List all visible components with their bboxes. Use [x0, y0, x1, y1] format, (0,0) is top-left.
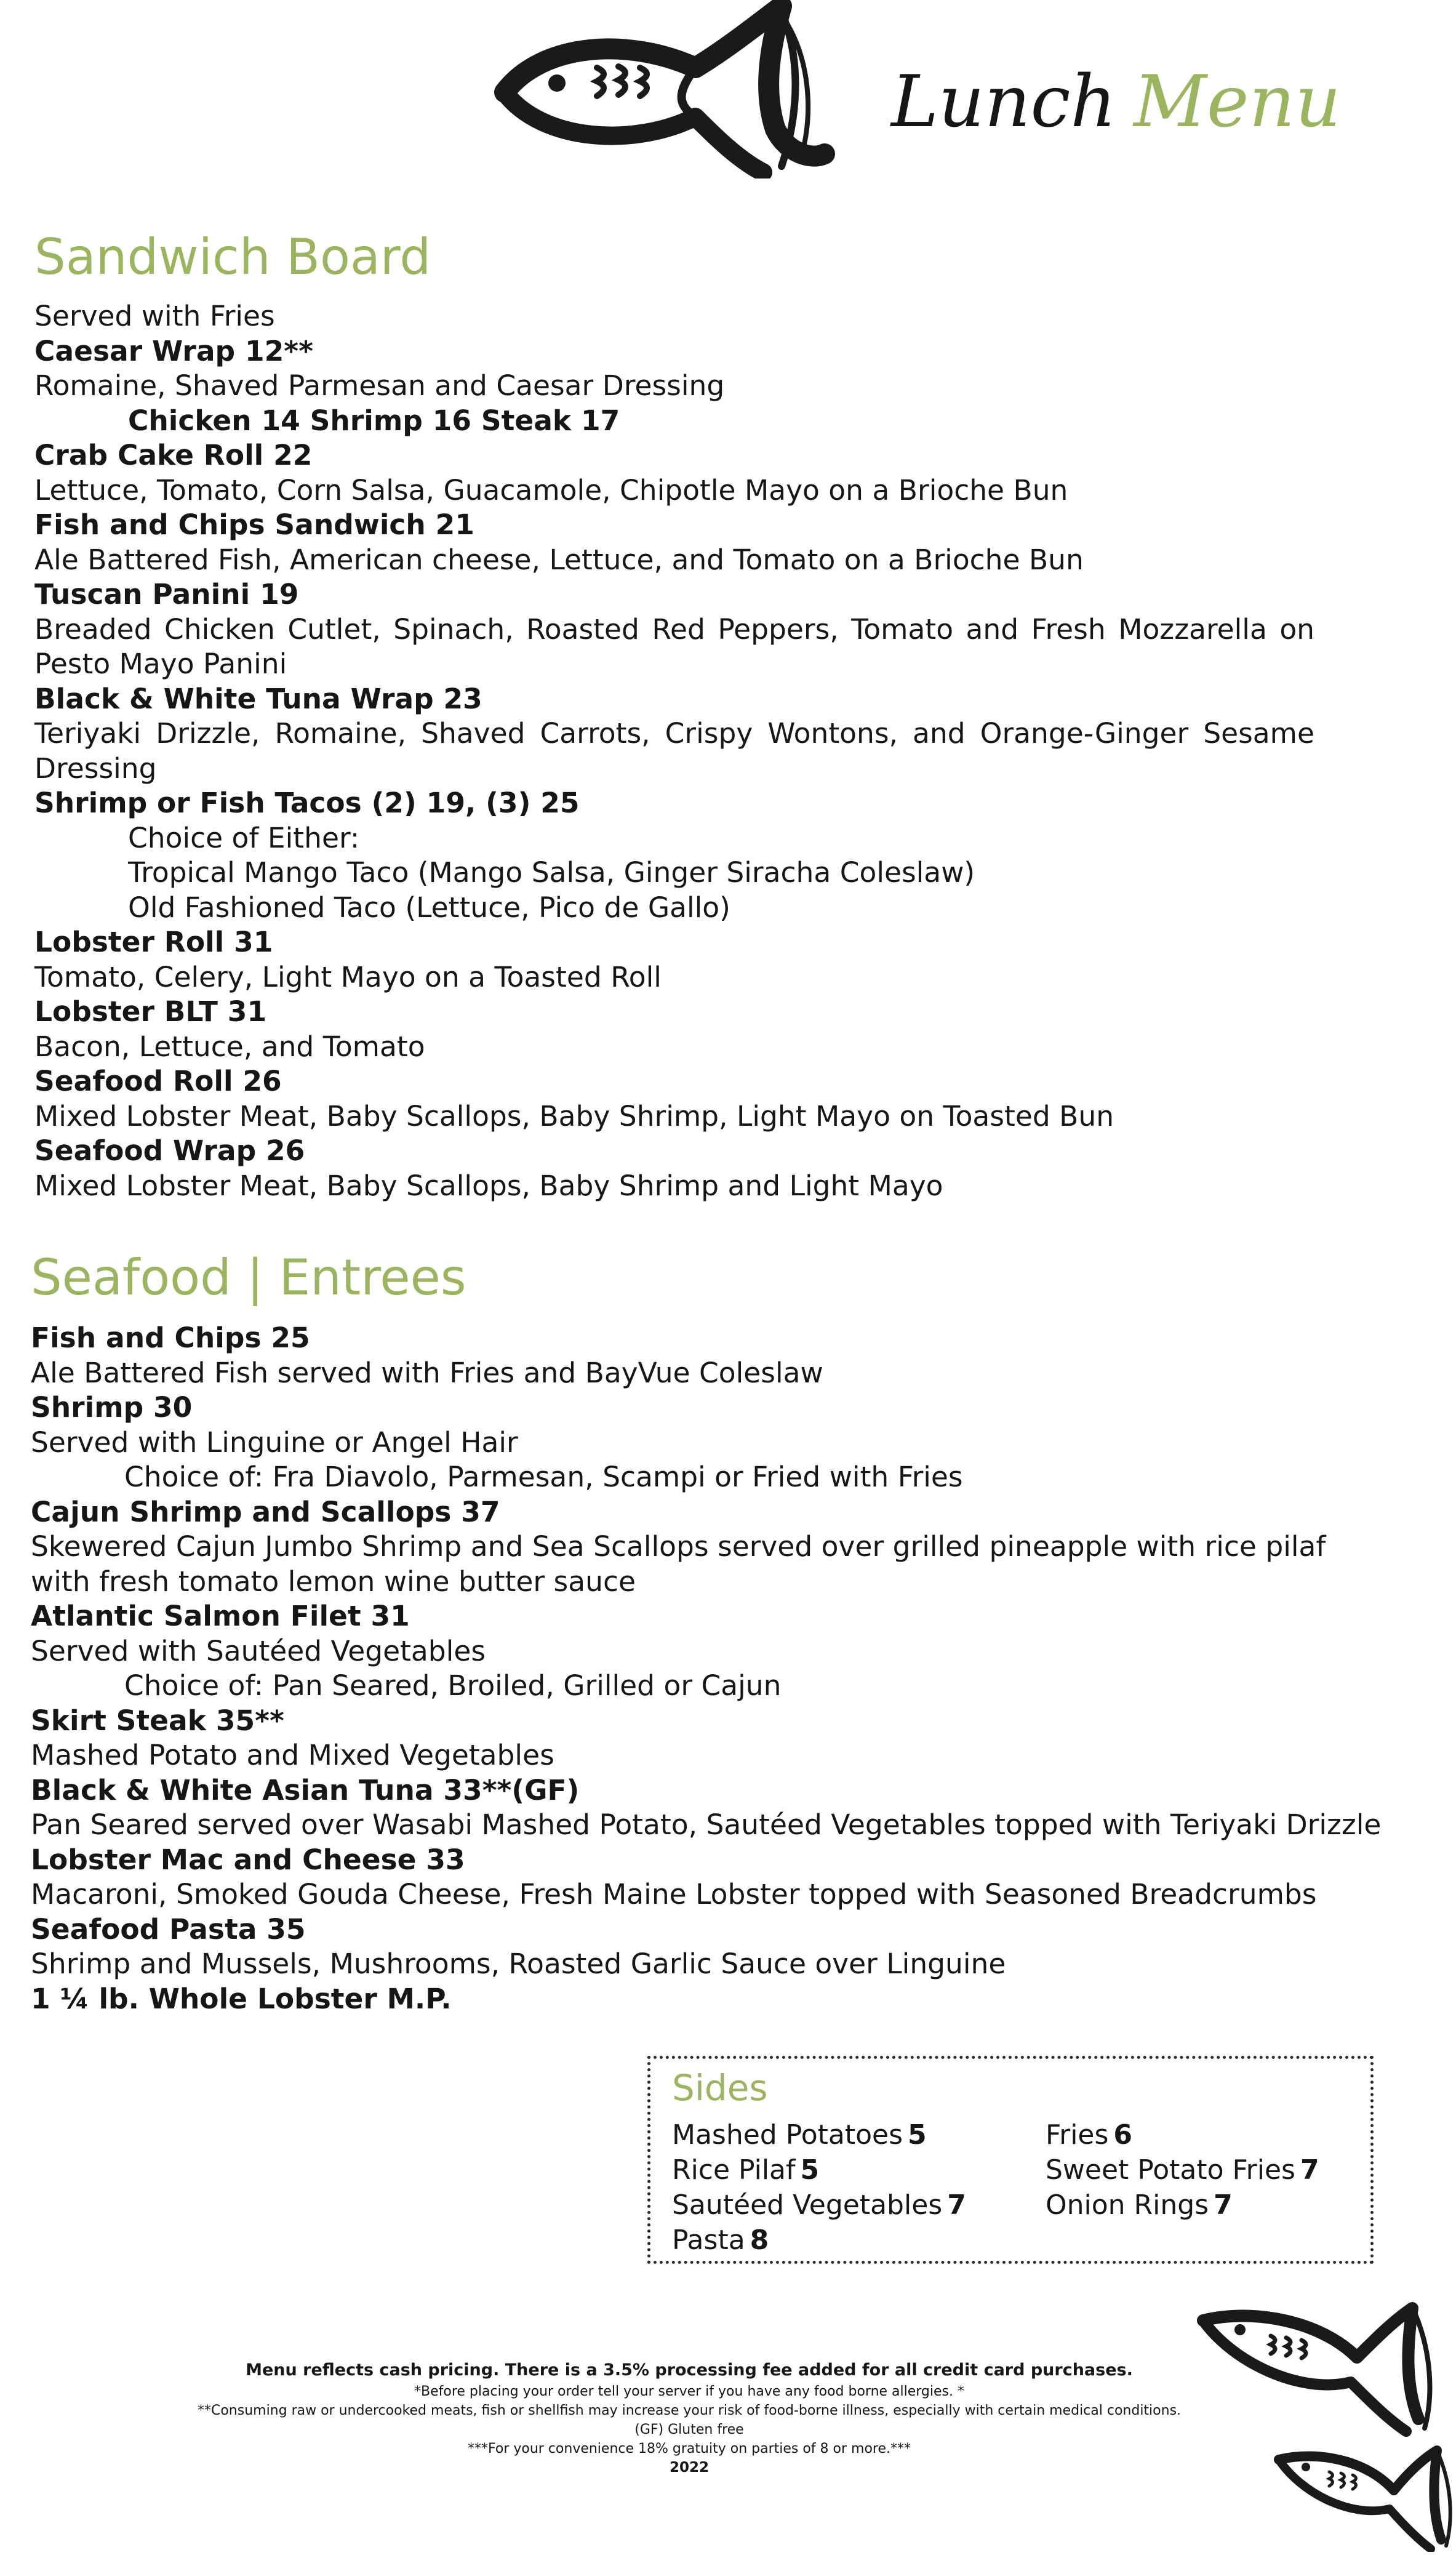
- seafood-item-description: Shrimp and Mussels, Mushrooms, Roasted Garlic Sauce over Linguine: [31, 1947, 1006, 1980]
- sandwich-item-description: Lettuce, Tomato, Corn Salsa, Guacamole, Chipotle Mayo on a Brioche Bun: [34, 473, 1068, 507]
- side-item: [1046, 2152, 1319, 2188]
- sandwich-item-name: Caesar Wrap 12**: [34, 334, 313, 367]
- seafood-item-description: Mashed Potato and Mixed Vegetables: [31, 1739, 554, 1771]
- seafood-item-name: Lobster Mac and Cheese 33: [31, 1843, 465, 1876]
- seafood-item-description: with fresh tomato lemon wine butter sauce: [31, 1565, 636, 1598]
- side-item-name: Pasta: [672, 2224, 745, 2256]
- side-item-price: 8: [750, 2224, 769, 2256]
- side-item: [672, 2117, 966, 2152]
- sandwich-item-description: Ale Battered Fish, American cheese, Lettuce, and Tomato on a Brioche Bun: [34, 543, 1084, 576]
- sandwich-item-description: Mixed Lobster Meat, Baby Scallops, Baby Shrimp and Light Mayo: [34, 1169, 943, 1202]
- title-menu: Menu: [1134, 60, 1341, 143]
- side-item-price: 6: [1113, 2119, 1133, 2151]
- sandwich-section-title: Sandwich Board: [34, 228, 431, 286]
- footer-allergy-note: *Before placing your order tell your server if you have any food borne allergies. *: [414, 2384, 964, 2399]
- sandwich-item-name: Seafood Roll 26: [34, 1065, 282, 1097]
- seafood-item-name: Fish and Chips 25: [31, 1322, 310, 1354]
- footer-gluten-free: (GF) Gluten free: [634, 2422, 744, 2437]
- seafood-section-title: Seafood | Entrees: [31, 1249, 466, 1306]
- sandwich-item-description: Teriyaki Drizzle, Romaine, Shaved Carrots, Crispy Wontons, and Orange-Ginger Sesame Dressing: [34, 717, 1314, 785]
- fish-logo-icon: [492, 0, 837, 178]
- footer-gratuity-note: ***For your convenience 18% gratuity on parties of 8 or more.***: [467, 2441, 911, 2457]
- seafood-item-description: Choice of: Fra Diavolo, Parmesan, Scampi or Fried with Fries: [124, 1461, 963, 1493]
- title-lunch: Lunch: [891, 60, 1117, 143]
- sandwich-item-name: Tuscan Panini 19: [34, 578, 299, 611]
- sides-column-2: [1046, 2117, 1319, 2223]
- seafood-item-name: Atlantic Salmon Filet 31: [31, 1600, 410, 1632]
- side-item-price: 7: [1300, 2154, 1319, 2186]
- seafood-item-name: 1 ¼ lb. Whole Lobster M.P.: [31, 1982, 452, 2015]
- side-item-price: 7: [1214, 2189, 1233, 2221]
- seafood-item-description: Skewered Cajun Jumbo Shrimp and Sea Scallops served over grilled pineapple with rice pilaf: [31, 1530, 1326, 1563]
- side-item: [1046, 2117, 1319, 2152]
- sandwich-item-description: Breaded Chicken Cutlet, Spinach, Roasted Red Peppers, Tomato and Fresh Mozzarella on Pesto Mayo Panini: [34, 612, 1314, 680]
- seafood-item-name: Cajun Shrimp and Scallops 37: [31, 1495, 500, 1528]
- footer-notes: [0, 2359, 1378, 2477]
- side-item-price: 7: [947, 2189, 966, 2221]
- sandwich-item-name: Shrimp or Fish Tacos (2) 19, (3) 25: [34, 787, 580, 819]
- seafood-item-description: Ale Battered Fish served with Fries and BayVue Coleslaw: [31, 1356, 823, 1389]
- footer-raw-warning: **Consuming raw or undercooked meats, fish or shellfish may increase your risk of food-borne illness, especially with certain medical conditions.: [197, 2403, 1182, 2418]
- sandwich-item-description: Tropical Mango Taco (Mango Salsa, Ginger Siracha Coleslaw): [128, 856, 975, 889]
- seafood-item-name: Skirt Steak 35**: [31, 1704, 284, 1737]
- side-item: [672, 2223, 966, 2258]
- side-item-name: Sweet Potato Fries: [1046, 2154, 1295, 2186]
- sides-column-1: [672, 2117, 966, 2258]
- sandwich-item-description: Tomato, Celery, Light Mayo on a Toasted Roll: [34, 960, 662, 993]
- seafood-item-description: Served with Linguine or Angel Hair: [31, 1426, 518, 1459]
- side-item-name: Fries: [1046, 2119, 1109, 2151]
- sandwich-item-name: Crab Cake Roll 22: [34, 439, 313, 471]
- seafood-item-description: Served with Sautéed Vegetables: [31, 1634, 486, 1667]
- footer-cash-pricing: Menu reflects cash pricing. There is a 3.5% processing fee added for all credit card purchases.: [246, 2360, 1133, 2380]
- seafood-item-name: Shrimp 30: [31, 1391, 193, 1424]
- sides-box: [647, 2056, 1374, 2264]
- seafood-item-name: Black & White Asian Tuna 33**(GF): [31, 1773, 580, 1807]
- sandwich-item-name: Lobster BLT 31: [34, 995, 267, 1028]
- sides-title: Sides: [672, 2067, 768, 2109]
- sandwich-item-name: Chicken 14 Shrimp 16 Steak 17: [128, 404, 620, 437]
- side-item-name: Mashed Potatoes: [672, 2119, 903, 2151]
- side-item-name: Rice Pilaf: [672, 2154, 796, 2186]
- seafood-item-description: Choice of: Pan Seared, Broiled, Grilled or Cajun: [124, 1669, 782, 1702]
- side-item-price: 5: [800, 2154, 820, 2186]
- sandwich-item-description: Served with Fries: [34, 300, 275, 332]
- sandwich-item-name: Black & White Tuna Wrap 23: [34, 682, 482, 715]
- side-item-name: Sautéed Vegetables: [672, 2189, 943, 2221]
- sandwich-item-description: Choice of Either:: [128, 821, 360, 854]
- sandwich-item-name: Seafood Wrap 26: [34, 1134, 305, 1167]
- sandwich-item-description: Romaine, Shaved Parmesan and Caesar Dressing: [34, 369, 725, 402]
- seafood-list: [31, 1321, 1382, 2016]
- sandwich-item-description: Bacon, Lettuce, and Tomato: [34, 1030, 425, 1063]
- sandwich-list: [34, 299, 1314, 1203]
- side-item-price: 5: [908, 2119, 927, 2151]
- sandwich-item-name: Lobster Roll 31: [34, 926, 273, 958]
- sandwich-item-description: Mixed Lobster Meat, Baby Scallops, Baby Shrimp, Light Mayo on Toasted Bun: [34, 1099, 1114, 1133]
- side-item: [1046, 2188, 1319, 2223]
- seafood-item-description: Pan Seared served over Wasabi Mashed Potato, Sautéed Vegetables topped with Teriyaki Drizzle: [31, 1808, 1382, 1841]
- page-title: [891, 60, 1358, 143]
- side-item: [672, 2152, 966, 2188]
- footer-year: 2022: [669, 2460, 709, 2476]
- side-item-name: Onion Rings: [1046, 2189, 1209, 2221]
- sandwich-item-name: Fish and Chips Sandwich 21: [34, 508, 474, 541]
- side-item: [672, 2188, 966, 2223]
- seafood-item-name: Seafood Pasta 35: [31, 1912, 306, 1946]
- sandwich-item-description: Old Fashioned Taco (Lettuce, Pico de Gallo): [128, 891, 730, 924]
- seafood-item-description: Macaroni, Smoked Gouda Cheese, Fresh Maine Lobster topped with Seasoned Breadcrumbs: [31, 1878, 1317, 1911]
